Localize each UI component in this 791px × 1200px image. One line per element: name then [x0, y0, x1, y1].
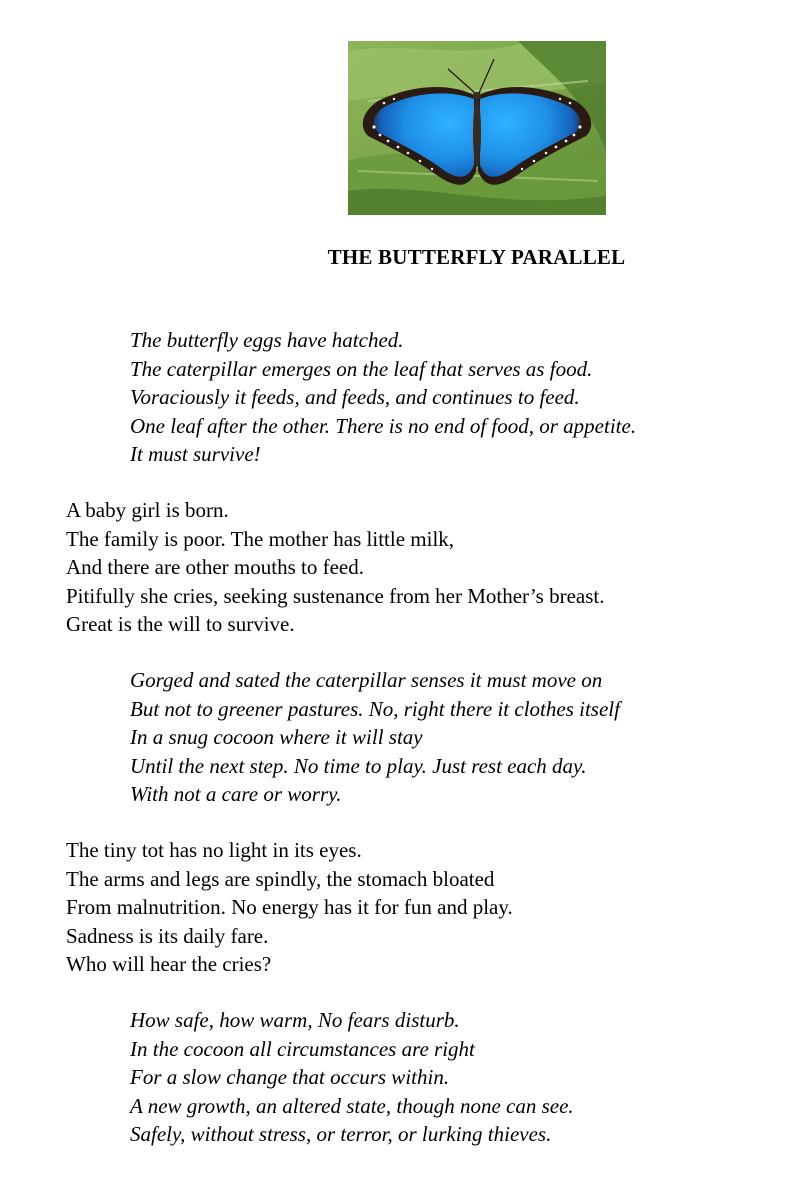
stanza-line: The family is poor. The mother has little milk, [66, 526, 455, 551]
stanza-line: One leaf after the other. There is no end of food, or appetite. [130, 413, 637, 438]
stanza-line: With not a care or worry. [130, 782, 342, 806]
stanza-3 [130, 666, 620, 809]
stanza-4 [66, 836, 513, 979]
stanza-line: A new growth, an altered state, though none can see. [130, 1093, 574, 1118]
stanza-line: The butterfly eggs have hatched. [130, 328, 404, 352]
stanza-line: Voraciously it feeds, and feeds, and continues to feed. [130, 385, 580, 409]
stanza-line: Safely, without stress, or terror, or lurking thieves. [130, 1122, 552, 1146]
stanza-line: From malnutrition. No energy has it for fun and play. [66, 895, 513, 919]
stanza-line: Who will hear the cries? [66, 952, 272, 976]
poem-title: THE BUTTERFLY PARALLEL [327, 245, 626, 269]
stanza-2 [66, 496, 604, 639]
stanza-line: For a slow change that occurs within. [130, 1065, 450, 1089]
stanza-line: Until the next step. No time to play. Just rest each day. [130, 753, 587, 778]
butterfly-photo [348, 41, 606, 215]
stanza-line: Sadness is its daily fare. [66, 923, 269, 948]
stanza-line: Pitifully she cries, seeking sustenance from her Mother’s breast. [66, 583, 605, 608]
stanza-line: It must survive! [130, 442, 261, 466]
stanza-line: How safe, how warm, No fears disturb. [130, 1008, 460, 1032]
stanza-line: Gorged and sated the caterpillar senses it must move on [130, 668, 603, 692]
stanza-line: The caterpillar emerges on the leaf that serves as food. [130, 356, 593, 381]
stanza-line: And there are other mouths to feed. [66, 555, 364, 579]
stanza-line: But not to greener pastures. No, right there it clothes itself [130, 696, 620, 721]
stanza-line: A baby girl is born. [66, 498, 229, 522]
stanza-line: In a snug cocoon where it will stay [130, 725, 423, 749]
stanza-line: Great is the will to survive. [66, 612, 295, 636]
stanza-line: The arms and legs are spindly, the stomach bloated [66, 866, 495, 891]
stanza-5 [130, 1006, 574, 1149]
stanza-line: In the cocoon all circumstances are right [130, 1036, 475, 1061]
stanza-line: The tiny tot has no light in its eyes. [66, 838, 362, 862]
stanza-1 [130, 326, 636, 469]
